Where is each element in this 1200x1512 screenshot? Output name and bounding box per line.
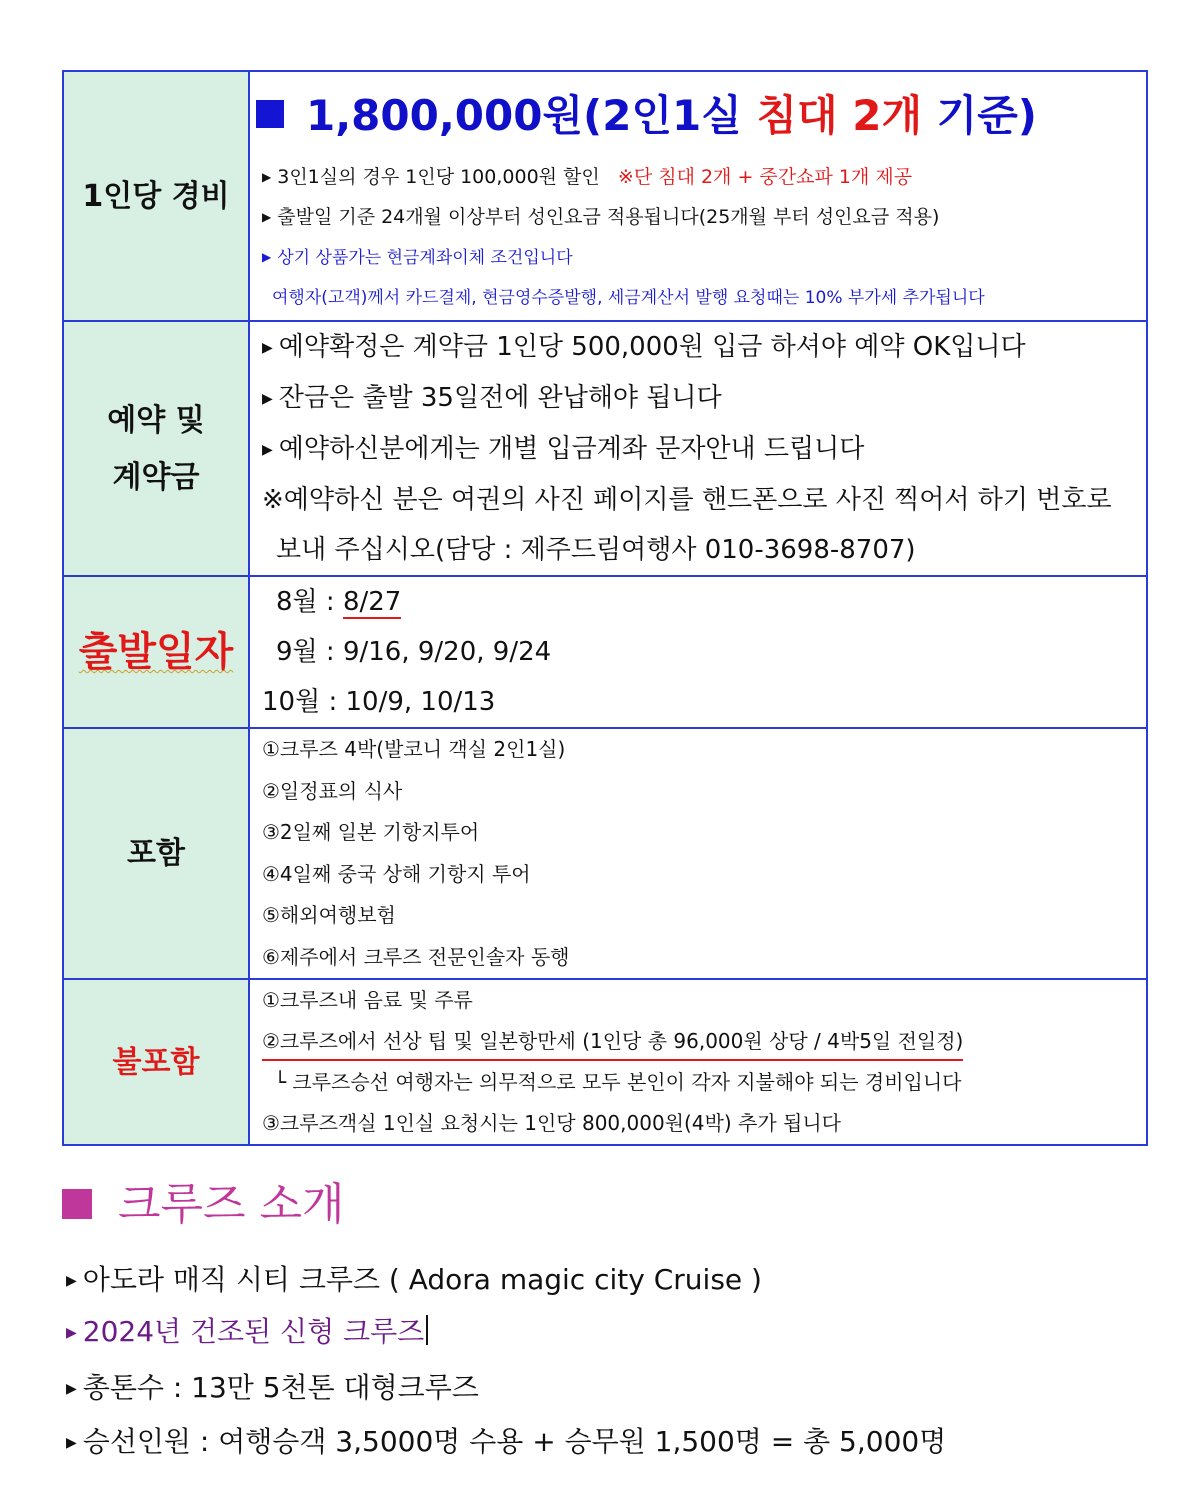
included-item: ②일정표의 식사 [262,778,403,803]
fee-line-3: ▶ 상기 상품가는 현금계좌이체 조건입니다 [262,247,573,268]
departure-label: 출발일자 [63,576,249,728]
included-label: 포함 [63,728,249,979]
included-content [249,728,1147,979]
excluded-content [249,979,1147,1145]
intro-line-ship: ▶ 아도라 매직 시티 크루즈 ( Adora magic city Cruise ) [66,1263,762,1296]
fee-line-1: ▶ 3인1실의 경우 1인당 100,000원 할인 ※단 침대 2개 + 중간쇼파 1개 제공 [262,165,913,188]
reservation-line: ▶ 예약하신분에게는 개별 입금계좌 문자안내 드립니다 [262,434,865,464]
price-end: 기준) [936,90,1037,140]
excluded-item: ①크루즈내 음료 및 주류 [262,988,473,1012]
fee-content [249,71,1147,321]
excluded-item: ③크루즈객실 1인실 요청시는 1인당 800,000원(4박) 추가 됩니다 [262,1111,841,1135]
row-excluded [63,979,1147,1145]
square-bullet-icon [62,1189,92,1219]
intro-line-tonnage: ▶ 총톤수 : 13만 5천톤 대형크루즈 [66,1371,479,1404]
price-headline [256,83,1146,143]
included-item: ⑥제주에서 크루즈 전문인솔자 동행 [262,944,570,969]
departure-october: 10월 : 10/9, 10/13 [262,687,496,717]
fee-note: ※단 침대 2개 + 중간쇼파 1개 제공 [617,165,913,188]
text-cursor [426,1315,428,1345]
reservation-line: ▶ 예약확정은 계약금 1인당 500,000원 입금 하셔야 예약 OK입니다 [262,332,1026,362]
fee-line-2: ▶ 출발일 기준 24개월 이상부터 성인요금 적용됩니다(25개월 부터 성인요금 적용) [262,205,940,228]
triangle-bullet-icon: ▶ [262,340,273,356]
departure-august: 8월 : 8/27 [276,587,402,617]
intro-line-capacity: ▶ 승선인원 : 여행승객 3,5000명 수용 + 승무원 1,500명 = 총 5,000명 [66,1425,947,1458]
row-reservation [63,321,1147,576]
reservation-label: 예약 및 계약금 [63,321,249,576]
price-red: 침대 2개 [756,90,923,140]
triangle-bullet-icon: ▶ [66,1325,77,1341]
square-bullet-icon [256,100,284,128]
included-item: ⑤해외여행보험 [262,903,396,927]
excluded-item: ②크루즈에서 선상 팁 및 일본항만세 (1인당 총 96,000원 상당 / 4박5일 전일정) [262,1021,1146,1062]
tour-info-table [62,70,1148,1146]
reservation-line: ※예약하신 분은 여권의 사진 페이지를 핸드폰으로 사진 찍어서 하기 번호로 [262,485,1112,515]
row-departure [63,576,1147,728]
reservation-line: 보내 주십시오(담당 : 제주드림여행사 010-3698-8707) [276,535,916,565]
fee-line-4: 여행자(고객)께서 카드결제, 현금영수증발행, 세금계산서 발행 요청때는 10% 부가세 추가됩니다 [272,287,985,308]
included-item: ③2일째 일본 기항지투어 [262,820,480,844]
triangle-bullet-icon: ▶ [262,391,273,407]
triangle-bullet-icon: ▶ [262,169,272,184]
departure-august-dates: 8/27 [342,587,402,617]
intro-line-built: ▶ 2024년 건조된 신형 크루즈 [66,1310,428,1350]
row-fee [63,71,1147,321]
triangle-bullet-icon: ▶ [262,249,272,264]
triangle-bullet-icon: ▶ [262,209,272,224]
triangle-bullet-icon: ▶ [66,1435,77,1451]
excluded-item-note: └ 크루즈승선 여행자는 의무적으로 모두 본인이 각자 지불해야 되는 경비입니다 [274,1070,962,1094]
intro-heading: 크루즈 소개 [62,1168,345,1232]
reservation-content [249,321,1147,576]
row-included [63,728,1147,979]
departure-september: 9월 : 9/16, 9/20, 9/24 [276,637,552,667]
triangle-bullet-icon: ▶ [262,442,273,458]
price-main: 1,800,000원(2인1실 [306,90,742,140]
triangle-bullet-icon: ▶ [66,1381,77,1397]
reservation-line: ▶ 잔금은 출발 35일전에 완납해야 됩니다 [262,383,722,413]
fee-label: 1인당 경비 [63,71,249,321]
departure-content [249,576,1147,728]
included-item: ①크루즈 4박(발코니 객실 2인1실) [262,737,566,761]
included-item: ④4일째 중국 상해 기항지 투어 [262,861,531,886]
excluded-label: 불포함 [63,979,249,1145]
triangle-bullet-icon: ▶ [66,1273,77,1289]
